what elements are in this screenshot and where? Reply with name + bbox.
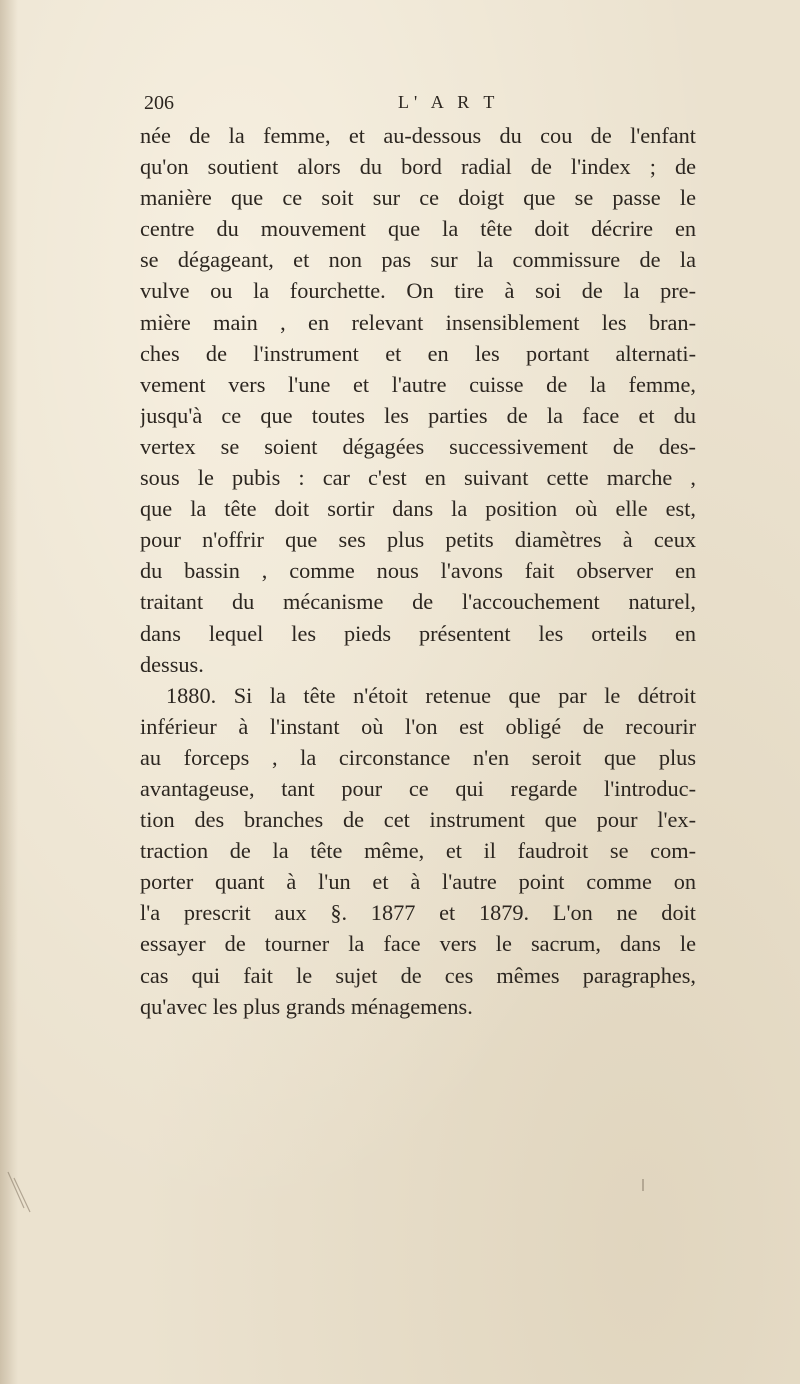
text-line: vertex se soient dégagées successivement de des- [140, 433, 696, 459]
text-line: traction de la tête même, et il faudroit se com- [140, 838, 696, 864]
text-line: qu'avec les plus grands ménagemens. [140, 993, 473, 1019]
text-line: inférieur à l'instant où l'on est obligé de recourir [140, 713, 696, 739]
paragraph-first-line-text: Si la tête n'étoit retenue que par le détroit [233, 682, 696, 708]
text-line: pour n'offrir que ses plus petits diamètres à ceux [140, 527, 696, 553]
text-line: manière que ce soit sur ce doigt que se passe le [140, 185, 696, 211]
pencil-stroke-mark [4, 1168, 44, 1228]
text-line: sous le pubis : car c'est en suivant cette marche , [140, 465, 696, 491]
text-line: au forceps , la circonstance n'en seroit que plus [140, 744, 696, 770]
text-line: ches de l'instrument et en les portant alternati- [140, 340, 696, 366]
text-line: mière main , en relevant insensiblement les bran- [140, 309, 696, 335]
text-line: jusqu'à ce que toutes les parties de la face et du [140, 402, 696, 428]
text-line: porter quant à l'un et à l'autre point comme on [140, 869, 696, 895]
text-line: essayer de tourner la face vers le sacrum, dans le [140, 931, 696, 957]
text-line: cas qui fait le sujet de ces mêmes paragraphes, [140, 962, 696, 988]
text-line: que la tête doit sortir dans la position où elle est, [140, 496, 696, 522]
text-line: traitant du mécanisme de l'accouchement naturel, [140, 589, 696, 615]
page-number: 206 [144, 92, 174, 114]
page-header [140, 92, 660, 122]
text-line: du bassin , comme nous l'avons fait observer en [140, 558, 696, 584]
text-line: qu'on soutient alors du bord radial de l'index ; de [140, 154, 696, 180]
text-line: tion des branches de cet instrument que pour l'ex- [140, 807, 696, 833]
text-line: avantageuse, tant pour ce qui regarde l'introduc- [140, 775, 696, 801]
text-line: dans lequel les pieds présentent les orteils en [140, 620, 696, 646]
ink-speck [638, 1178, 648, 1192]
text-line: vulve ou la fourchette. On tire à soi de la pre- [140, 278, 696, 304]
paragraph-first-line [140, 680, 696, 711]
section-number: 1880. [166, 682, 217, 708]
text-line: vement vers l'une et l'autre cuisse de la femme, [140, 371, 696, 397]
text-line: née de la femme, et au-dessous du cou de l'enfant [140, 123, 696, 148]
text-line: l'a prescrit aux §. 1877 et 1879. L'on ne doit [140, 900, 696, 926]
text-line: centre du mouvement que la tête doit décrire en [140, 216, 696, 242]
running-head: L' A R T [398, 92, 500, 112]
text-line: dessus. [140, 651, 204, 677]
body-text [140, 120, 696, 1022]
text-line: se dégageant, et non pas sur la commissure de la [140, 247, 696, 273]
